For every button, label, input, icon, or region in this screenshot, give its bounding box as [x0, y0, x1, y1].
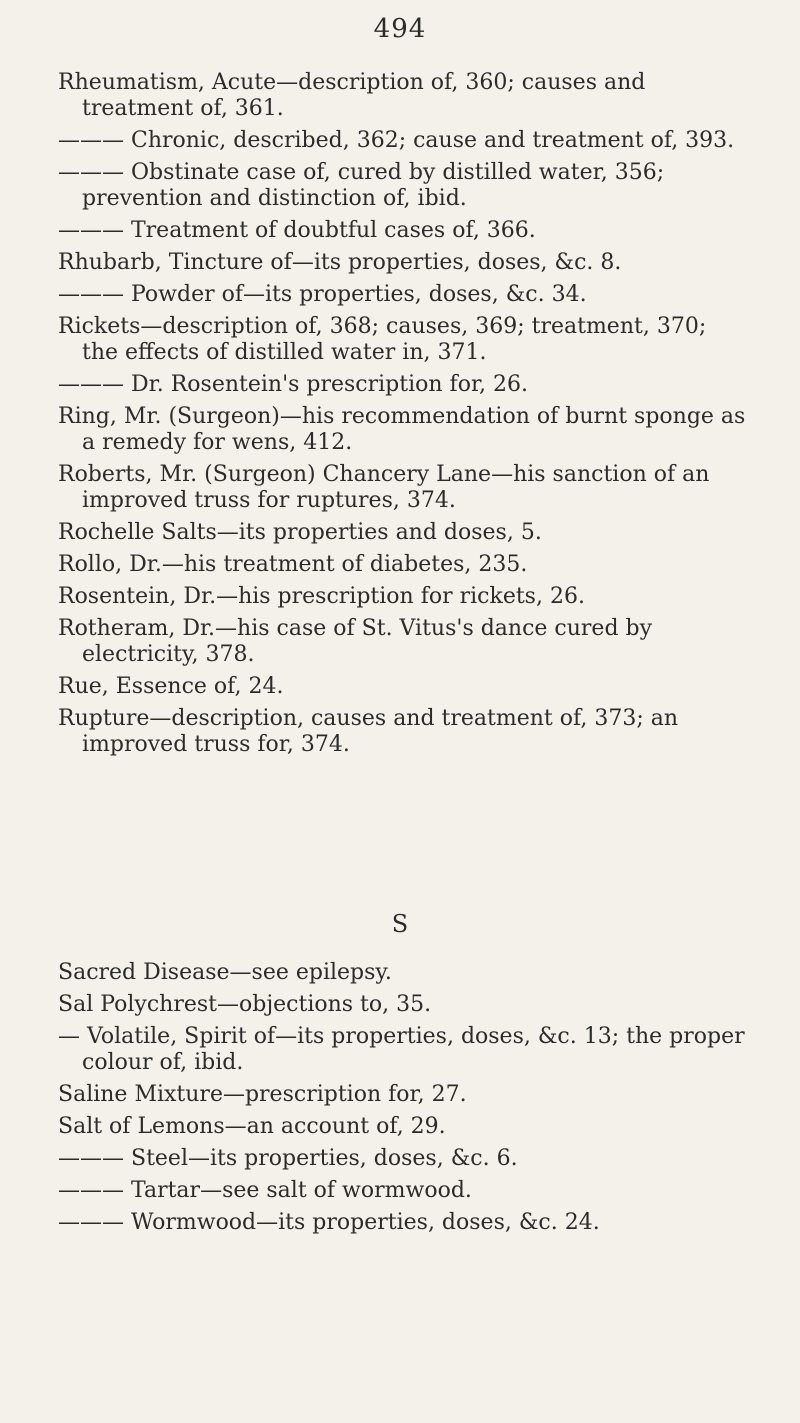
index-entry: ——— Tartar—see salt of wormwood.	[58, 1178, 472, 1203]
index-entry: ——— Powder of—its properties, doses, &c. 34.	[58, 282, 587, 307]
index-entry: Roberts, Mr. (Surgeon) Chancery Lane—his sanction of an improved truss for ruptures, 374.	[58, 462, 710, 513]
index-section-s	[58, 960, 748, 1242]
index-entry: Sal Polychrest—objections to, 35.	[58, 992, 432, 1017]
index-entry: ——— Chronic, described, 362; cause and treatment of, 393.	[58, 128, 735, 153]
index-entry: ——— Dr. Rosentein's prescription for, 26.	[58, 372, 529, 397]
index-entry: ——— Steel—its properties, doses, &c. 6.	[58, 1146, 518, 1171]
index-entry: Rosentein, Dr.—his prescription for rickets, 26.	[58, 584, 585, 609]
index-entry: Rheumatism, Acute—description of, 360; causes and treatment of, 361.	[58, 70, 646, 121]
index-entry: ——— Obstinate case of, cured by distilled water, 356; prevention and distinction of, ibid.	[58, 160, 665, 211]
index-entry: ——— Wormwood—its properties, doses, &c. 24.	[58, 1210, 600, 1235]
index-entry: Rotheram, Dr.—his case of St. Vitus's dance cured by electricity, 378.	[58, 616, 653, 667]
index-entry: Saline Mixture—prescription for, 27.	[58, 1082, 467, 1107]
index-entry: Rickets—description of, 368; causes, 369; treatment, 370; the effects of distilled water in, 371.	[58, 314, 707, 365]
index-entry: Salt of Lemons—an account of, 29.	[58, 1114, 446, 1139]
index-entry: Rue, Essence of, 24.	[58, 674, 284, 699]
index-entry: Rollo, Dr.—his treatment of diabetes, 235.	[58, 552, 528, 577]
index-entry: ——— Treatment of doubtful cases of, 366.	[58, 218, 536, 243]
page-number: 494	[373, 14, 427, 44]
index-entry: Sacred Disease—see epilepsy.	[58, 960, 392, 985]
index-entry: Rochelle Salts—its properties and doses, 5.	[58, 520, 542, 545]
index-entry: Ring, Mr. (Surgeon)—his recommendation of burnt sponge as a remedy for wens, 412.	[58, 404, 746, 455]
index-entry: Rupture—description, causes and treatment of, 373; an improved truss for, 374.	[58, 706, 679, 757]
section-letter-s: S	[391, 910, 409, 938]
index-section-r	[58, 70, 748, 764]
index-entry: — Volatile, Spirit of—its properties, doses, &c. 13; the proper colour of, ibid.	[58, 1024, 745, 1075]
index-entry: Rhubarb, Tincture of—its properties, doses, &c. 8.	[58, 250, 622, 275]
